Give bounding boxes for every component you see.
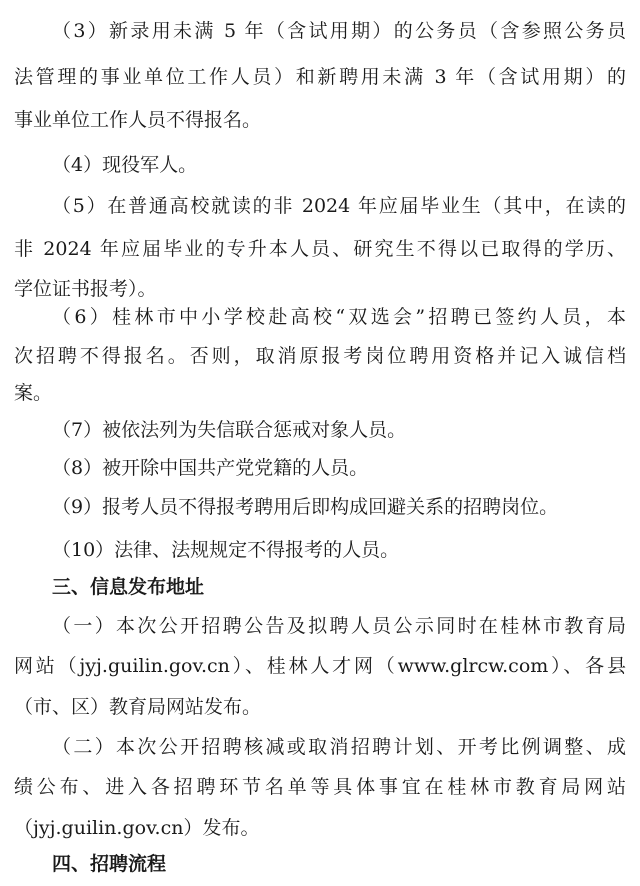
item-3-line-1: （3）新录用未满 5 年（含试用期）的公务员（含参照公务员 [52, 20, 626, 42]
item-5-line-2: 非 2024 年应届毕业的专升本人员、研究生不得以已取得的学历、 [14, 238, 626, 260]
section-3-para-1-line-2: 网站（jyj.guilin.gov.cn）、桂林人才网（www.glrcw.com）、各县 [14, 655, 626, 677]
section-3-para-2-line-3: （jyj.guilin.gov.cn）发布。 [14, 817, 260, 839]
item-9-line-1: （9）报考人员不得报考聘用后即构成回避关系的招聘岗位。 [52, 496, 559, 518]
item-3-line-3: 事业单位工作人员不得报名。 [14, 109, 262, 131]
item-6-line-1: （6）桂林市中小学校赴高校“双选会”招聘已签约人员，本 [52, 306, 626, 328]
section-3-para-2-line-1: （二）本次公开招聘核减或取消招聘计划、开考比例调整、成 [52, 736, 626, 758]
section-heading-3: 三、信息发布地址 [52, 576, 205, 598]
item-3-line-2: 法管理的事业单位工作人员）和新聘用未满 3 年（含试用期）的 [14, 66, 626, 88]
section-3-para-1-line-1: （一）本次公开招聘公告及拟聘人员公示同时在桂林市教育局 [52, 615, 626, 637]
item-10-line-1: （10）法律、法规规定不得报考的人员。 [52, 539, 400, 561]
item-6-line-2: 次招聘不得报名。否则，取消原报考岗位聘用资格并记入诚信档 [14, 345, 626, 367]
section-3-para-2-line-2: 绩公布、进入各招聘环节名单等具体事宜在桂林市教育局网站 [14, 776, 626, 798]
item-5-line-1: （5）在普通高校就读的非 2024 年应届毕业生（其中，在读的 [52, 195, 626, 217]
item-8-line-1: （8）被开除中国共产党党籍的人员。 [52, 457, 369, 479]
item-5-line-3: 学位证书报考）。 [14, 278, 157, 300]
item-6-line-3: 案。 [14, 382, 53, 404]
item-7-line-1: （7）被依法列为失信联合惩戒对象人员。 [52, 419, 407, 441]
section-3-para-1-line-3: （市、区）教育局网站发布。 [14, 696, 262, 718]
item-4-line-1: （4）现役军人。 [52, 154, 198, 176]
section-heading-4: 四、招聘流程 [52, 853, 167, 875]
